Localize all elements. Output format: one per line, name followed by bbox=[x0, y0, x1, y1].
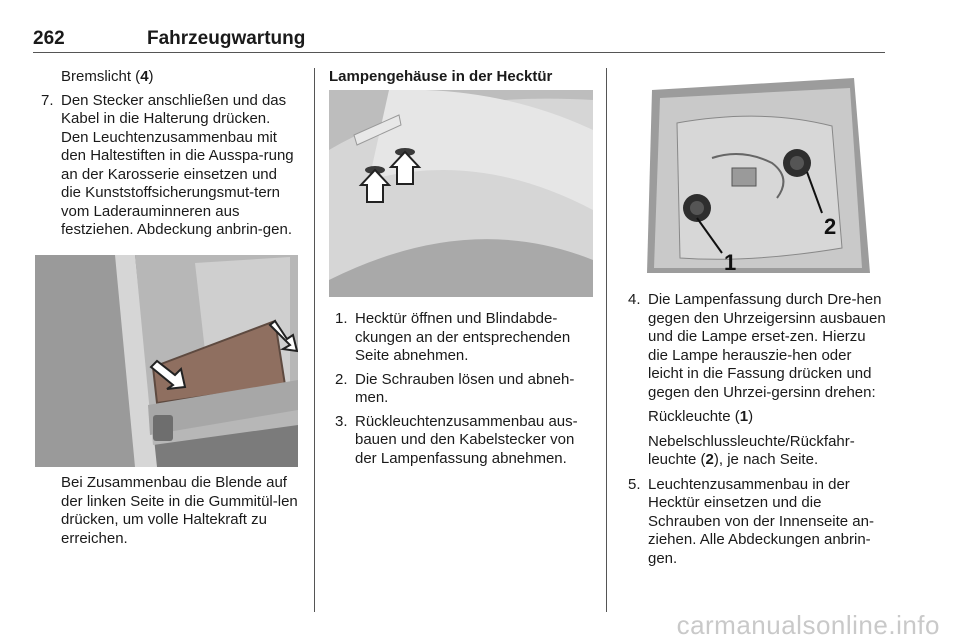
step-4 bbox=[622, 291, 887, 402]
sub-fog-reverse-light: Nebelschlussleuchte/Rückfahr-leuchte (2), je nach Seite. bbox=[648, 432, 855, 468]
step-number: 3. bbox=[335, 412, 348, 430]
step-text: Leuchtenzusammenbau in der Hecktür einsetzen und die Schrauben von der Innenseite an-ziehen. Alle Abdeckungen anbrin-gen. bbox=[648, 475, 874, 567]
step-number: 1. bbox=[335, 310, 348, 327]
column-divider-1 bbox=[314, 68, 315, 612]
step-number: 7. bbox=[41, 91, 54, 109]
figure-label-2: 2 bbox=[824, 214, 837, 239]
intro-text: Bremslicht (4) bbox=[61, 68, 154, 85]
step-text: Hecktür öffnen und Blindabde-ckungen an der entsprechenden Seite abnehmen. bbox=[355, 310, 571, 364]
watermark: carmanualsonline.info bbox=[676, 610, 940, 640]
step-number: 5. bbox=[628, 475, 641, 493]
step-3 bbox=[329, 413, 593, 469]
page-header bbox=[33, 24, 885, 53]
step-5 bbox=[622, 476, 887, 569]
step-text: Die Lampenfassung durch Dre-hen gegen den Uhrzeigersinn ausbauen und die Lampe erset-zen. Hierzu die Lampe herauszie-hen oder leicht in die Fassung drücken und gegen den Uhrzei-gersinn drehen: bbox=[648, 291, 886, 401]
page-title: Fahrzeugwartung bbox=[147, 28, 306, 49]
column-3-steps bbox=[622, 291, 887, 568]
step-text: Den Stecker anschließen und das Kabel in die Halterung drücken. Den Leuchtenzusammenbau mit den Haltestiften in die Ausspa-rung an der Karosserie einsetzen und die Kunststoffsicherungsmut-tern vom Laderauminneren aus festziehen. Abdeckung anbrin-gen. bbox=[61, 91, 294, 238]
tailgate-illustration bbox=[329, 90, 593, 297]
column-2-heading bbox=[329, 68, 593, 87]
column-2-steps bbox=[329, 310, 593, 468]
sub-rear-light: Rückleuchte (1) bbox=[648, 408, 754, 425]
figure-lamp-housing bbox=[622, 68, 885, 276]
column-1-top bbox=[35, 68, 300, 240]
step-number: 4. bbox=[628, 291, 641, 308]
step-1 bbox=[329, 310, 593, 366]
figure-trunk-panel bbox=[35, 255, 298, 467]
figure-label-1: 1 bbox=[724, 250, 737, 275]
step-text: Die Schrauben lösen und abneh-men. bbox=[355, 370, 575, 406]
section-heading: Lampengehäuse in der Hecktür bbox=[329, 68, 553, 85]
trunk-panel-illustration bbox=[35, 255, 298, 467]
step-text: Rückleuchtenzusammenbau aus-bauen und den Kabelstecker von der Lampenfassung abnehmen. bbox=[355, 412, 578, 467]
step-2 bbox=[329, 371, 593, 408]
assembly-note: Bei Zusammenbau die Blende auf der linken Seite in die Gummitül-len drücken, um volle Haltekraft zu erreichen. bbox=[61, 474, 298, 547]
column-1-note bbox=[35, 474, 300, 548]
step-number: 2. bbox=[335, 370, 348, 388]
column-divider-2 bbox=[606, 68, 607, 612]
step-7 bbox=[35, 92, 300, 240]
page-number: 262 bbox=[33, 28, 65, 49]
lamp-housing-illustration bbox=[622, 68, 885, 276]
figure-tailgate bbox=[329, 90, 593, 297]
